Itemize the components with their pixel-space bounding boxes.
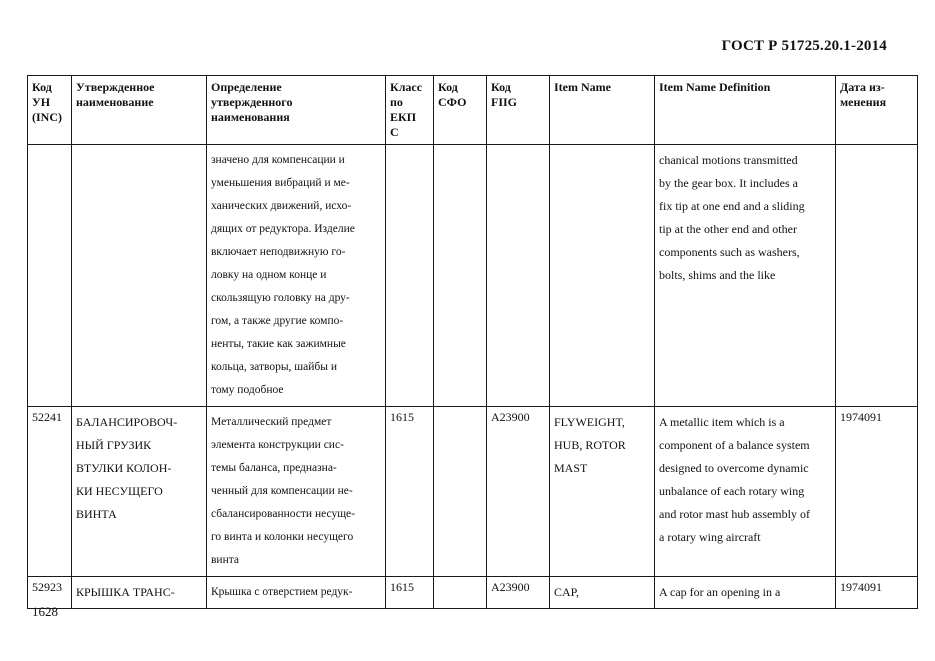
cell-approved-name: КРЫШКА ТРАНС- [72, 577, 207, 609]
cell-fiig-code: A23900 [487, 577, 550, 609]
col-header-inc: Код УН (INC) [28, 76, 72, 145]
cell-name-definition: Крышка с отверстием редук- [207, 577, 386, 609]
col-header-change-date: Дата из- менения [836, 76, 918, 145]
document-id: ГОСТ Р 51725.20.1-2014 [721, 38, 887, 54]
cell-inc: 52923 [28, 577, 72, 609]
cell-sfo-code [434, 145, 487, 407]
page-number: 1628 [32, 604, 58, 619]
cell-change-date: 1974091 [836, 577, 918, 609]
cell-item-name-definition: A cap for an opening in a [655, 577, 836, 609]
cell-fiig-code [487, 145, 550, 407]
table-header-row [28, 76, 918, 145]
col-header-item-name: Item Name [550, 76, 655, 145]
cell-item-name [550, 145, 655, 407]
col-header-name-definition: Определение утвержденного наименования [207, 76, 386, 145]
table-row [28, 577, 918, 609]
cell-sfo-code [434, 577, 487, 609]
col-header-sfo-code: Код СФО [434, 76, 487, 145]
cell-name-definition: значено для компенсации и уменьшения вибраций и ме- ханических движений, исхо- дящих от редуктора. Изделие включает неподвижную го- ловку на одном конце и скользящую головку на дру- гом, а также другие компо- ненты, такие как зажимные кольца, затворы, шайбы и тому подобное [207, 145, 386, 407]
cell-approved-name [72, 145, 207, 407]
cell-fiig-code: A23900 [487, 407, 550, 577]
cell-item-name: CAP, [550, 577, 655, 609]
cell-item-name: FLYWEIGHT, HUB, ROTOR MAST [550, 407, 655, 577]
cell-approved-name: БАЛАНСИРОВОЧ- НЫЙ ГРУЗИК ВТУЛКИ КОЛОН- КИ НЕСУЩЕГО ВИНТА [72, 407, 207, 577]
cell-class [386, 145, 434, 407]
cell-class: 1615 [386, 407, 434, 577]
table-row [28, 407, 918, 577]
cell-change-date: 1974091 [836, 407, 918, 577]
col-header-item-name-definition: Item Name Definition [655, 76, 836, 145]
table-row [28, 145, 918, 407]
cell-item-name-definition: A metallic item which is a component of a balance system designed to overcome dynamic unbalance of each rotary wing and rotor mast hub assembly of a rotary wing aircraft [655, 407, 836, 577]
col-header-class: Класс по ЕКП С [386, 76, 434, 145]
cell-change-date [836, 145, 918, 407]
cell-class: 1615 [386, 577, 434, 609]
cell-sfo-code [434, 407, 487, 577]
cell-item-name-definition: chanical motions transmitted by the gear box. It includes a fix tip at one end and a sliding tip at the other end and other components such as washers, bolts, shims and the like [655, 145, 836, 407]
cell-inc [28, 145, 72, 407]
nomenclature-table [27, 75, 918, 609]
cell-inc: 52241 [28, 407, 72, 577]
col-header-approved-name: Утвержденное наименование [72, 76, 207, 145]
col-header-fiig-code: Код FIIG [487, 76, 550, 145]
cell-name-definition: Металлический предмет элемента конструкции сис- темы баланса, предназна- ченный для компенсации не- сбалансированности несуще- го винта и колонки несущего винта [207, 407, 386, 577]
